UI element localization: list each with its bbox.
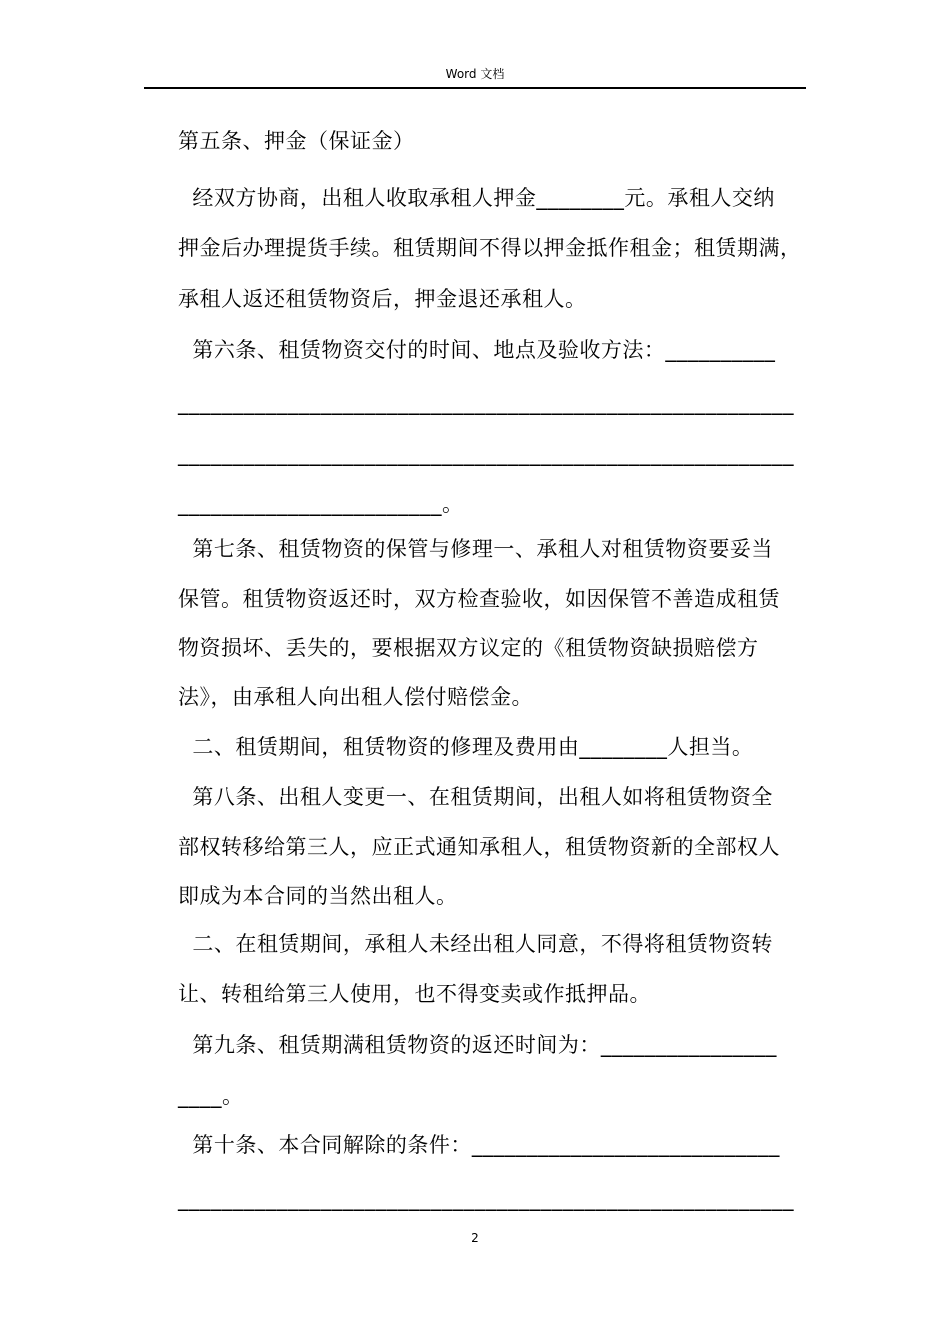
- header-rule: [144, 87, 806, 89]
- text-line: 第十条、本合同解除的条件：____________________________: [178, 1133, 780, 1157]
- text-line: ________________________________________________________: [178, 442, 794, 466]
- text-line: 二、租赁期间，租赁物资的修理及费用由________人担当。: [178, 735, 754, 759]
- text-line: 第八条、出租人变更一、在租赁期间，出租人如将租赁物资全: [178, 785, 773, 809]
- page-number: 2: [471, 1231, 479, 1245]
- text-line: ________________________。: [178, 492, 464, 516]
- text-line: 押金后办理提货手续。租赁期间不得以押金抵作租金；租赁期满，: [178, 236, 802, 260]
- text-line: 法》，由承租人向出租人偿付赔偿金。: [178, 685, 533, 709]
- text-line: 第九条、租赁期满租赁物资的返还时间为：________________: [178, 1033, 777, 1057]
- text-line: 二、在租赁期间，承租人未经出租人同意，不得将租赁物资转: [178, 932, 773, 956]
- text-line: 承租人返还租赁物资后，押金退还承租人。: [178, 287, 587, 311]
- text-line: ________________________________________________________: [178, 1187, 794, 1211]
- text-line: 保管。租赁物资返还时，双方检查验收，如因保管不善造成租赁: [178, 587, 780, 611]
- text-line: 部权转移给第三人，应正式通知承租人，租赁物资新的全部权人: [178, 835, 780, 859]
- text-line: 即成为本合同的当然出租人。: [178, 884, 458, 908]
- text-line: 物资损坏、丢失的，要根据双方议定的《租赁物资缺损赔偿方: [178, 636, 759, 660]
- text-line: ________________________________________________________: [178, 391, 794, 415]
- text-line: 让、转租给第三人使用，也不得变卖或作抵押品。: [178, 982, 651, 1006]
- text-line: 第七条、租赁物资的保管与修理一、承租人对租赁物资要妥当: [178, 537, 773, 561]
- text-line: ____。: [178, 1084, 244, 1108]
- text-line: 第六条、租赁物资交付的时间、地点及验收方法：__________: [178, 338, 776, 362]
- text-line: 经双方协商，出租人收取承租人押金________元。承租人交纳: [178, 186, 775, 210]
- page-header: Word 文档: [445, 67, 505, 81]
- text-line: 第五条、押金（保证金）: [178, 129, 415, 153]
